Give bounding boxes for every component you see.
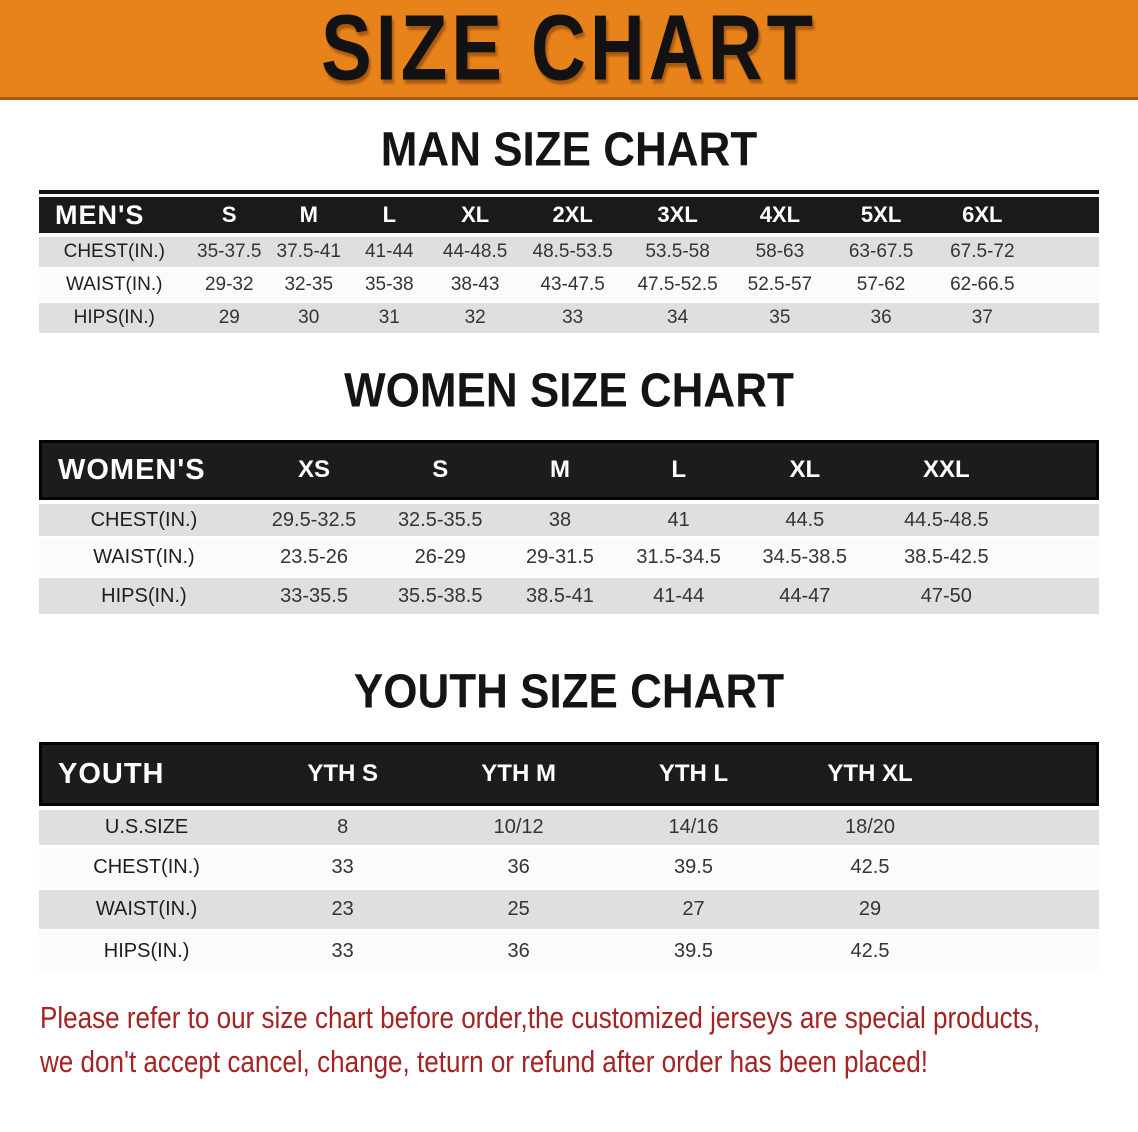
value-cell: 44.5: [739, 500, 872, 539]
spacer-cell: [959, 806, 1099, 848]
row-label-cell: CHEST(IN.): [39, 237, 190, 270]
spacer-cell: [1032, 237, 1099, 270]
men-col-header: XL: [430, 197, 520, 237]
banner-title: SIZE CHART: [321, 0, 817, 101]
spacer-cell: [959, 932, 1099, 974]
table-row: [39, 848, 1099, 890]
youth-header-row: [39, 742, 1099, 806]
youth-col-header: YTH L: [606, 742, 781, 806]
men-header-label: MEN'S: [39, 197, 190, 237]
row-label-cell: WAIST(IN.): [39, 270, 190, 303]
value-cell: 10/12: [431, 806, 606, 848]
women-header-label: WOMEN'S: [39, 440, 249, 500]
value-cell: 44.5-48.5: [871, 500, 1022, 539]
value-cell: 36: [431, 848, 606, 890]
men-header-row: [39, 197, 1099, 237]
table-row: [39, 500, 1099, 539]
value-cell: 14/16: [606, 806, 781, 848]
value-cell: 23.5-26: [249, 539, 379, 578]
women-col-header: XXL: [871, 440, 1022, 500]
women-size-table: [39, 440, 1099, 617]
value-cell: 32.5-35.5: [379, 500, 501, 539]
value-cell: 35-38: [348, 270, 430, 303]
youth-header-label: YOUTH: [39, 742, 254, 806]
value-cell: 38.5-42.5: [871, 539, 1022, 578]
value-cell: 32: [430, 303, 520, 336]
spacer-cell: [1022, 500, 1099, 539]
value-cell: 33: [254, 848, 431, 890]
value-cell: 44-47: [739, 578, 872, 617]
men-size-table: [39, 197, 1099, 336]
row-label-cell: U.S.SIZE: [39, 806, 254, 848]
value-cell: 43-47.5: [520, 270, 625, 303]
value-cell: 35-37.5: [190, 237, 269, 270]
value-cell: 35.5-38.5: [379, 578, 501, 617]
youth-section-title: YOUTH SIZE CHART: [353, 664, 785, 719]
value-cell: 38.5-41: [501, 578, 619, 617]
value-cell: 53.5-58: [625, 237, 730, 270]
value-cell: 29: [781, 890, 959, 932]
men-col-header: 2XL: [520, 197, 625, 237]
value-cell: 42.5: [781, 848, 959, 890]
value-cell: 18/20: [781, 806, 959, 848]
spacer-cell: [1032, 197, 1099, 237]
women-header-row: [39, 440, 1099, 500]
value-cell: 31.5-34.5: [619, 539, 739, 578]
women-size-table-wrap: [39, 440, 1099, 617]
value-cell: 62-66.5: [933, 270, 1033, 303]
table-row: [39, 578, 1099, 617]
value-cell: 8: [254, 806, 431, 848]
youth-col-header: YTH XL: [781, 742, 959, 806]
disclaimer-line: we don't accept cancel, change, teturn or refund after order has been placed!: [40, 1044, 929, 1079]
spacer-cell: [1022, 539, 1099, 578]
value-cell: 37: [933, 303, 1033, 336]
men-col-header: 3XL: [625, 197, 730, 237]
value-cell: 44-48.5: [430, 237, 520, 270]
value-cell: 63-67.5: [830, 237, 933, 270]
men-col-header: 4XL: [730, 197, 830, 237]
value-cell: 35: [730, 303, 830, 336]
women-section-title: WOMEN SIZE CHART: [344, 363, 794, 418]
value-cell: 39.5: [606, 932, 781, 974]
value-cell: 26-29: [379, 539, 501, 578]
spacer-cell: [1022, 578, 1099, 617]
value-cell: 31: [348, 303, 430, 336]
value-cell: 33-35.5: [249, 578, 379, 617]
value-cell: 48.5-53.5: [520, 237, 625, 270]
value-cell: 34.5-38.5: [739, 539, 872, 578]
value-cell: 67.5-72: [933, 237, 1033, 270]
table-row: [39, 237, 1099, 270]
value-cell: 39.5: [606, 848, 781, 890]
table-row: [39, 806, 1099, 848]
spacer-cell: [959, 848, 1099, 890]
disclaimer-line: Please refer to our size chart before order,the customized jerseys are special products,: [40, 1000, 1041, 1035]
men-col-header: 6XL: [933, 197, 1033, 237]
value-cell: 34: [625, 303, 730, 336]
table-row: [39, 932, 1099, 974]
youth-size-table: [39, 742, 1099, 974]
row-label-cell: HIPS(IN.): [39, 578, 249, 617]
table-row: [39, 303, 1099, 336]
women-col-header: XS: [249, 440, 379, 500]
youth-col-header: YTH M: [431, 742, 606, 806]
value-cell: 47-50: [871, 578, 1022, 617]
men-section-title: MAN SIZE CHART: [380, 122, 758, 177]
youth-size-table-wrap: [39, 742, 1099, 974]
spacer-cell: [1022, 440, 1099, 500]
value-cell: 29: [190, 303, 269, 336]
value-cell: 36: [431, 932, 606, 974]
value-cell: 32-35: [269, 270, 348, 303]
men-col-header: L: [348, 197, 430, 237]
value-cell: 38-43: [430, 270, 520, 303]
women-col-header: M: [501, 440, 619, 500]
youth-col-header: YTH S: [254, 742, 431, 806]
value-cell: 41-44: [619, 578, 739, 617]
value-cell: 23: [254, 890, 431, 932]
value-cell: 30: [269, 303, 348, 336]
table-row: [39, 270, 1099, 303]
value-cell: 41-44: [348, 237, 430, 270]
value-cell: 42.5: [781, 932, 959, 974]
value-cell: 37.5-41: [269, 237, 348, 270]
value-cell: 33: [254, 932, 431, 974]
value-cell: 47.5-52.5: [625, 270, 730, 303]
table-row: [39, 539, 1099, 578]
value-cell: 33: [520, 303, 625, 336]
spacer-cell: [1032, 270, 1099, 303]
value-cell: 29-32: [190, 270, 269, 303]
value-cell: 58-63: [730, 237, 830, 270]
value-cell: 29-31.5: [501, 539, 619, 578]
value-cell: 25: [431, 890, 606, 932]
row-label-cell: HIPS(IN.): [39, 303, 190, 336]
value-cell: 41: [619, 500, 739, 539]
row-label-cell: WAIST(IN.): [39, 539, 249, 578]
value-cell: 57-62: [830, 270, 933, 303]
value-cell: 52.5-57: [730, 270, 830, 303]
women-col-header: XL: [739, 440, 872, 500]
value-cell: 27: [606, 890, 781, 932]
size-chart-banner: [0, 0, 1138, 100]
men-col-header: S: [190, 197, 269, 237]
men-col-header: 5XL: [830, 197, 933, 237]
row-label-cell: CHEST(IN.): [39, 848, 254, 890]
row-label-cell: WAIST(IN.): [39, 890, 254, 932]
women-col-header: L: [619, 440, 739, 500]
men-col-header: M: [269, 197, 348, 237]
value-cell: 38: [501, 500, 619, 539]
spacer-cell: [959, 742, 1099, 806]
spacer-cell: [1032, 303, 1099, 336]
row-label-cell: HIPS(IN.): [39, 932, 254, 974]
men-size-table-wrap: [39, 190, 1099, 336]
disclaimer: [40, 996, 1138, 1084]
table-row: [39, 890, 1099, 932]
women-col-header: S: [379, 440, 501, 500]
row-label-cell: CHEST(IN.): [39, 500, 249, 539]
value-cell: 36: [830, 303, 933, 336]
spacer-cell: [959, 890, 1099, 932]
value-cell: 29.5-32.5: [249, 500, 379, 539]
